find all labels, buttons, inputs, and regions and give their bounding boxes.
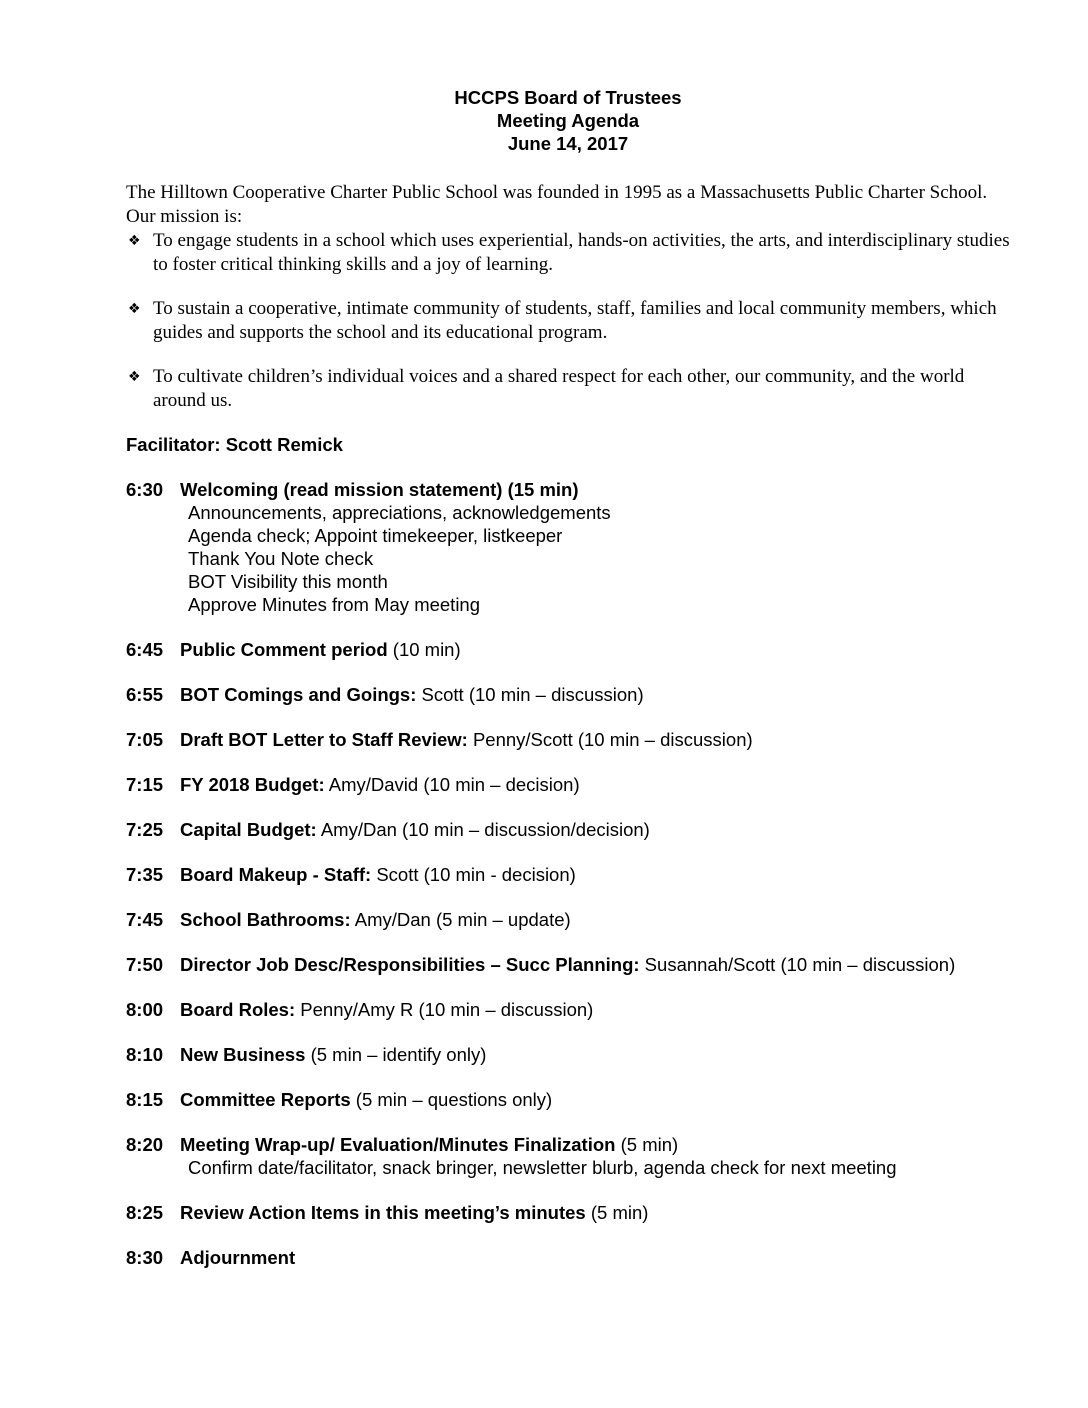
facilitator-line: Facilitator: Scott Remick [126,434,343,455]
document-subtitle: Meeting Agenda [496,110,640,131]
agenda-item-line [126,908,1010,931]
agenda-sub-item: Approve Minutes from May meeting [188,594,481,615]
document-title: HCCPS Board of Trustees [454,87,682,108]
agenda-time: 6:45 [126,639,164,660]
agenda-title: BOT Comings and Goings: [180,684,417,705]
agenda-item-line [126,1043,1010,1066]
agenda-item [126,998,1010,1021]
agenda-detail: (5 min) [585,1202,649,1223]
agenda-item-line [126,683,1010,706]
agenda-sub-item: BOT Visibility this month [188,571,388,592]
agenda-item [126,638,1010,661]
mission-bullet-text: To engage students in a school which uses experiential, hands-on activities, the arts, and interdisciplinary studies to foster critical thinking skills and a joy of learning. [153,230,1010,275]
agenda-item [126,728,1010,751]
mission-bullet-text: To cultivate children’s individual voices and a shared respect for each other, our community, and the world around us. [153,366,965,411]
agenda-sub-item: Thank You Note check [188,548,374,569]
agenda-item-line [126,953,1010,976]
agenda-detail: Scott (10 min – discussion) [416,684,644,705]
agenda-item-line [126,1133,1010,1156]
agenda-time: 6:55 [126,684,164,705]
mission-bullet [126,297,1010,345]
document-date: June 14, 2017 [507,133,629,154]
agenda-item-line [126,863,1010,886]
agenda-detail: Amy/David (10 min – decision) [324,774,580,795]
mission-bullet [126,229,1010,277]
agenda-title: Public Comment period [180,639,388,660]
agenda-detail: (5 min – identify only) [305,1044,487,1065]
agenda-detail: Amy/Dan (5 min – update) [350,909,571,930]
agenda-item [126,818,1010,841]
agenda-item-line [126,1088,1010,1111]
agenda-time: 7:15 [126,774,164,795]
agenda-item [126,478,1010,616]
agenda-sub-item: Announcements, appreciations, acknowledgements [188,502,611,523]
agenda-item-line [126,1246,1010,1269]
agenda-title: Adjournment [180,1247,296,1268]
mission-bullet-text: To sustain a cooperative, intimate community of students, staff, families and local community members, which guides and supports the school and its educational program. [153,298,997,343]
agenda-detail: (5 min) [615,1134,679,1155]
agenda-item [126,1088,1010,1111]
agenda-title: Board Roles: [180,999,296,1020]
agenda-item [126,1133,1010,1179]
agenda-item [126,773,1010,796]
diamond-bullet-icon: ❖ [128,233,141,249]
diamond-bullet-icon: ❖ [128,369,141,385]
agenda-title: Committee Reports [180,1089,351,1110]
agenda-detail: (10 min) [387,639,461,660]
agenda-time: 7:35 [126,864,164,885]
agenda-item [126,953,1010,976]
agenda-time: 8:30 [126,1247,164,1268]
mission-bullet-list [126,229,1010,413]
agenda-title: Director Job Desc/Responsibilities – Succ Planning: [180,954,640,975]
agenda-detail: Penny/Amy R (10 min – discussion) [295,999,594,1020]
agenda-detail: Amy/Dan (10 min – discussion/decision) [316,819,650,840]
agenda-time: 6:30 [126,479,164,500]
agenda-detail: Susannah/Scott (10 min – discussion) [639,954,956,975]
agenda-title: Welcoming (read mission statement) (15 min) [180,479,579,500]
agenda-item-line [126,773,1010,796]
document-title-block [126,86,1010,155]
agenda-item [126,908,1010,931]
intro-paragraph: The Hilltown Cooperative Charter Public School was founded in 1995 as a Massachusetts Public Charter School. Our mission is: [126,182,997,227]
agenda-item-line [126,728,1010,751]
agenda-item-line [126,998,1010,1021]
agenda-time: 8:20 [126,1134,164,1155]
agenda-sub-item: Agenda check; Appoint timekeeper, listkeeper [188,525,563,546]
agenda-detail: Scott (10 min - decision) [371,864,576,885]
agenda-time: 8:15 [126,1089,164,1110]
agenda-item-line [126,638,1010,661]
agenda-title: Review Action Items in this meeting’s minutes [180,1202,586,1223]
agenda-time: 8:25 [126,1202,164,1223]
agenda-title: School Bathrooms: [180,909,351,930]
agenda-time: 7:25 [126,819,164,840]
agenda-item-line [126,1201,1010,1224]
agenda-item [126,1246,1010,1269]
agenda-time: 8:00 [126,999,164,1020]
agenda-item [126,863,1010,886]
agenda-time: 7:45 [126,909,164,930]
mission-bullet [126,365,1010,413]
agenda-sub-item: Confirm date/facilitator, snack bringer, newsletter blurb, agenda check for next meeting [188,1157,897,1178]
agenda-item [126,1043,1010,1066]
agenda-item [126,683,1010,706]
agenda-time: 7:50 [126,954,164,975]
agenda-item-line [126,478,1010,501]
agenda-detail: Penny/Scott (10 min – discussion) [467,729,753,750]
agenda-detail: (5 min – questions only) [350,1089,553,1110]
agenda-title: Draft BOT Letter to Staff Review: [180,729,468,750]
agenda-title: FY 2018 Budget: [180,774,325,795]
agenda-time: 7:05 [126,729,164,750]
agenda-item-line [126,818,1010,841]
agenda-title: Meeting Wrap-up/ Evaluation/Minutes Finalization [180,1134,616,1155]
agenda-item [126,1201,1010,1224]
agenda-title: New Business [180,1044,306,1065]
diamond-bullet-icon: ❖ [128,301,141,317]
agenda-time: 8:10 [126,1044,164,1065]
agenda-title: Board Makeup - Staff: [180,864,372,885]
agenda-list [126,478,1010,1269]
agenda-title: Capital Budget: [180,819,317,840]
